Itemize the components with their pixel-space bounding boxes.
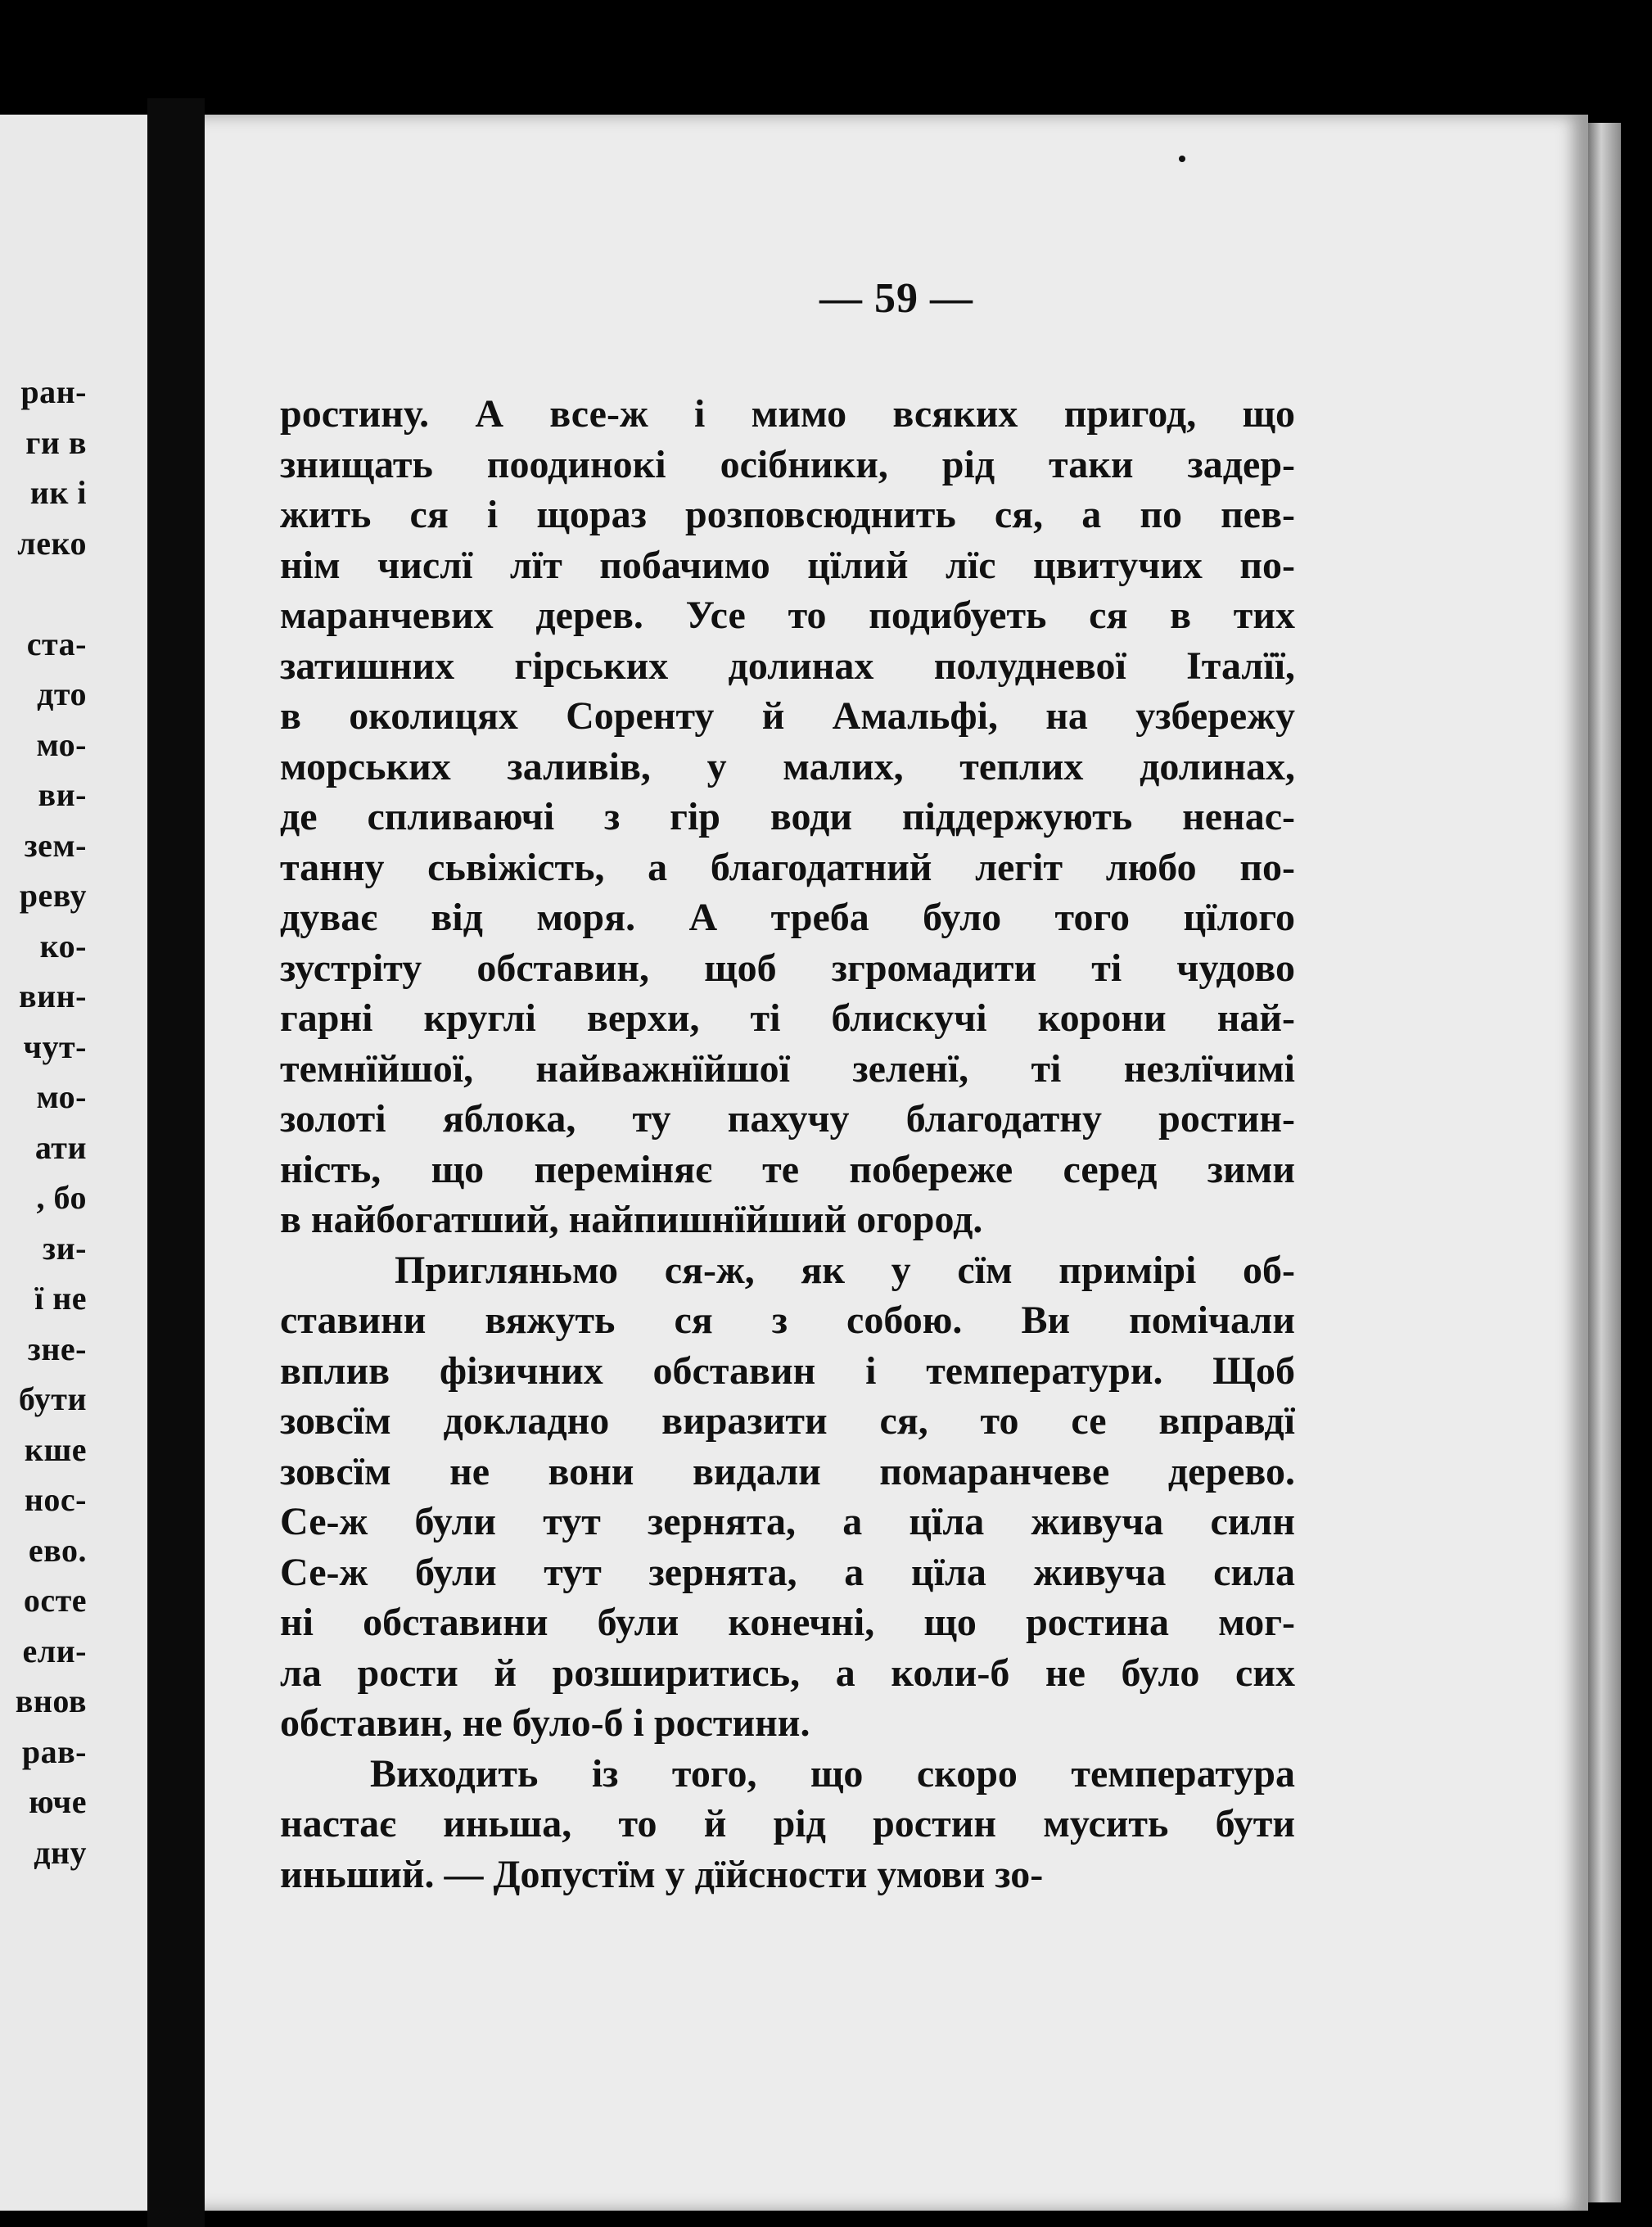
text-line: ростину. А все-ж і мимо всяких пригод, що bbox=[280, 392, 1295, 436]
text-line: затишних гірських долинах полудневої Італїї, bbox=[280, 644, 1295, 688]
text-line: в найбогатший, найпишнїйший огород. bbox=[280, 1198, 983, 1241]
left-page-fragment: ево. bbox=[28, 1531, 87, 1569]
text-line: вплив фізичних обставин і температури. Щоб bbox=[280, 1348, 1295, 1393]
text-line: знищать поодинокі осібники, рід таки задер- bbox=[280, 442, 1295, 486]
left-page-fragment: бути bbox=[18, 1380, 87, 1417]
text-line: нім числї лїт побачимо цїлий лїс цвитучих по- bbox=[280, 543, 1295, 587]
left-page-fragment: ко- bbox=[39, 927, 87, 964]
left-page-fragment: мо- bbox=[36, 725, 87, 763]
text-line: обставин, не було-б і ростини. bbox=[280, 1701, 810, 1745]
left-page-fragment: чут- bbox=[23, 1028, 87, 1065]
left-page-fragment: внов bbox=[15, 1683, 87, 1719]
text-line: ла рости й розширитись, а коли-б не було сих bbox=[280, 1651, 1295, 1695]
text-line: гарні круглі верхи, ті блискучі корони най- bbox=[280, 996, 1295, 1040]
left-page-fragment: ї не bbox=[34, 1280, 87, 1317]
left-page-fragment: ста- bbox=[26, 625, 87, 662]
text-line: настає иньша, то й рід ростин мусить бути bbox=[280, 1802, 1295, 1845]
left-page-fragment: юче bbox=[29, 1783, 87, 1820]
left-page-fragment: ик і bbox=[29, 474, 87, 511]
text-line: зовсїм докладно виразити ся, то се вправдї bbox=[280, 1399, 1295, 1443]
left-page-fragment: ати bbox=[34, 1128, 87, 1166]
left-page-fragment: рав- bbox=[21, 1732, 87, 1770]
text-line: морських заливів, у малих, теплих долинах, bbox=[280, 744, 1295, 788]
text-line: золоті яблока, ту пахучу благодатну ростин- bbox=[280, 1097, 1295, 1141]
left-page-fragment: ви- bbox=[38, 776, 87, 813]
left-page-fragment: вин- bbox=[18, 978, 87, 1014]
book-gutter bbox=[147, 98, 205, 2227]
left-page-fragment: ран- bbox=[20, 373, 87, 410]
book-page bbox=[205, 115, 1588, 2211]
text-line: Се-ж були тут зернята, а цїла живуча сила bbox=[280, 1550, 1295, 1594]
left-page-fragment: реву bbox=[19, 877, 87, 914]
text-line: жить ся і щораз розповсюднить ся, а по пев- bbox=[280, 493, 1295, 536]
page-text bbox=[280, 389, 1295, 1900]
left-page-fragment: ели- bbox=[22, 1632, 87, 1669]
left-page-fragment: , бо bbox=[36, 1179, 87, 1216]
left-page-fragment: зне- bbox=[27, 1330, 87, 1367]
page-number: — 59 — bbox=[819, 275, 973, 322]
text-line: маранчевих дерев. Усе то подибуеть ся в тих bbox=[280, 594, 1295, 637]
left-page-fragment: дну bbox=[34, 1833, 87, 1871]
text-line: дуває від моря. А треба було того цїлого bbox=[280, 896, 1295, 939]
text-line: темнїйшої, найважнїйшої зеленї, ті незлїчимі bbox=[280, 1046, 1295, 1091]
page-edge bbox=[1588, 123, 1621, 2202]
text-line: зустріту обставин, щоб згромадити ті чудово bbox=[280, 946, 1295, 990]
text-line: зовсїм не вони видали помаранчеве дерево. bbox=[280, 1449, 1295, 1493]
text-line: Виходить із того, що скоро температура bbox=[370, 1751, 1295, 1796]
print-speck bbox=[1179, 156, 1185, 162]
left-page-fragment: мо- bbox=[36, 1078, 87, 1115]
text-line: ність, що переміняє те побереже серед зими bbox=[280, 1147, 1295, 1191]
text-line: ставини вяжуть ся з собою. Ви помічали bbox=[280, 1299, 1295, 1342]
text-line: Се-ж були тут зернята, а цїла живуча силн bbox=[280, 1500, 1295, 1543]
left-page-fragment: кше bbox=[24, 1430, 87, 1468]
left-page-fragment: осте bbox=[23, 1582, 87, 1619]
left-page-fragment: зем- bbox=[24, 826, 87, 864]
left-facing-page bbox=[0, 115, 147, 2211]
left-page-fragment: ги в bbox=[25, 423, 87, 461]
text-line: Пригляньмо ся-ж, як у сїм примірі об- bbox=[395, 1248, 1295, 1292]
text-line: танну сьвіжість, а благодатний легіт любо по- bbox=[280, 845, 1295, 889]
left-page-fragment: зи- bbox=[43, 1229, 87, 1267]
text-line: в околицях Соренту й Амальфі, на узбережу bbox=[280, 694, 1295, 738]
text-line: ні обставини були конечні, що ростина мог- bbox=[280, 1601, 1295, 1644]
left-page-fragment: леко bbox=[17, 524, 87, 562]
text-line: де спливаючі з гір води піддержують ненас- bbox=[280, 795, 1295, 838]
left-page-fragment: нос- bbox=[24, 1481, 87, 1518]
left-page-fragment: дто bbox=[37, 675, 87, 712]
text-line: иньший. — Допустїм у дїйсности умови зо- bbox=[280, 1852, 1044, 1896]
